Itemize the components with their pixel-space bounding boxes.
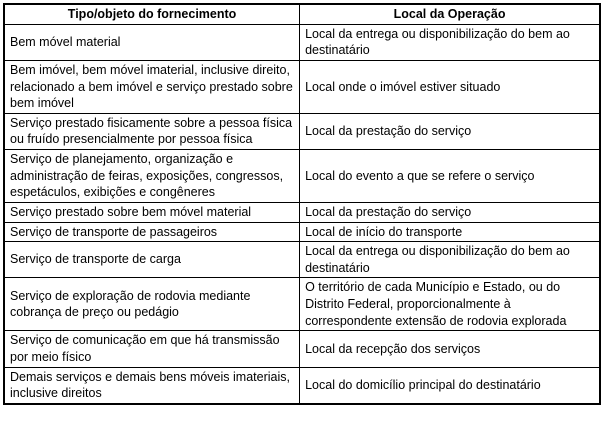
table-row [4, 24, 600, 60]
local-cell: Local da entrega ou disponibilização do bem ao destinatário [300, 242, 600, 278]
table-row [4, 222, 600, 242]
table-row [4, 150, 600, 203]
local-cell: Local onde o imóvel estiver situado [300, 60, 600, 113]
table-row [4, 278, 600, 331]
local-cell: Local de início do transporte [300, 222, 600, 242]
column-header-local: Local da Operação [300, 4, 600, 24]
supply-location-table [3, 3, 601, 405]
local-cell: Local da prestação do serviço [300, 113, 600, 149]
column-header-tipo: Tipo/objeto do fornecimento [4, 4, 300, 24]
tipo-cell: Bem móvel material [4, 24, 300, 60]
local-cell: Local do domicílio principal do destinatário [300, 367, 600, 404]
table-row [4, 60, 600, 113]
table-row [4, 367, 600, 404]
local-cell: O território de cada Município e Estado, ou do Distrito Federal, proporcionalmente à correspondente extensão de rodovia explorada [300, 278, 600, 331]
header-row [4, 4, 600, 24]
table-row [4, 242, 600, 278]
tipo-cell: Bem imóvel, bem móvel imaterial, inclusive direito, relacionado a bem imóvel e serviço prestado sobre bem imóvel [4, 60, 300, 113]
local-cell: Local da prestação do serviço [300, 202, 600, 222]
tipo-cell: Serviço prestado fisicamente sobre a pessoa física ou fruído presencialmente por pessoa física [4, 113, 300, 149]
tipo-cell: Serviço de transporte de carga [4, 242, 300, 278]
table-row [4, 113, 600, 149]
local-cell: Local da entrega ou disponibilização do bem ao destinatário [300, 24, 600, 60]
table-row [4, 202, 600, 222]
local-cell: Local do evento a que se refere o serviço [300, 150, 600, 203]
table-body [4, 24, 600, 404]
tipo-cell: Serviço de exploração de rodovia mediante cobrança de preço ou pedágio [4, 278, 300, 331]
tipo-cell: Serviço de comunicação em que há transmissão por meio físico [4, 331, 300, 367]
tipo-cell: Serviço prestado sobre bem móvel material [4, 202, 300, 222]
tipo-cell: Demais serviços e demais bens móveis imateriais, inclusive direitos [4, 367, 300, 404]
table-row [4, 331, 600, 367]
table-header [4, 4, 600, 24]
local-cell: Local da recepção dos serviços [300, 331, 600, 367]
tipo-cell: Serviço de transporte de passageiros [4, 222, 300, 242]
tipo-cell: Serviço de planejamento, organização e administração de feiras, exposições, congressos, espetáculos, exibições e congêneres [4, 150, 300, 203]
